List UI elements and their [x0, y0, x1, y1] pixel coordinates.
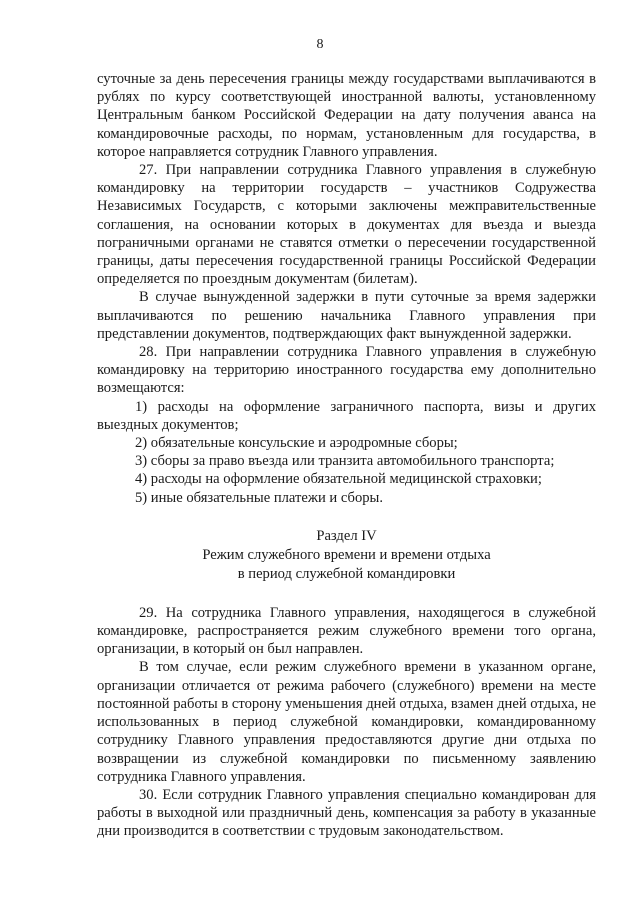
paragraph-27: 27. При направлении сотрудника Главного управления в служебную командировку на территории государств – участников Содружества Независимых Государств, с которыми заключены межправительственные соглашения, на основании которых в документах для въезда и выезда пограничными органами не ставятся отметки о пересечении государственной границы, даты пересечения государственной границы Российской Федерации определяется по проездным документам (билетам).	[97, 162, 596, 288]
paragraph-rest-days: В том случае, если режим служебного времени в указанном органе, организации отличается от режима рабочего (служебного) времени на месте постоянной работы в сторону уменьшения дней отдыха, взамен дней отдыха, не использованных в период служебной командировки, командированному сотруднику Главного управления предоставляются другие дни отдыха по возвращении из служебной командировки по письменному заявлению сотрудника Главного управления.	[97, 659, 596, 785]
list-item: 3) сборы за право въезда или транзита автомобильного транспорта;	[135, 453, 555, 470]
paragraph-30: 30. Если сотрудник Главного управления специально командирован для работы в выходной или праздничный день, компенсация за работу в указанные дни производится в соответствии с трудовым законодательством.	[97, 786, 596, 840]
section-title-line-1: Режим служебного времени и времени отдыха	[202, 546, 491, 563]
page-number: 8	[316, 37, 324, 52]
paragraph-forced-delay: В случае вынужденной задержки в пути суточные за время задержки выплачиваются по решению начальника Главного управления при представлении документов, подтверждающих факт вынужденной задержки.	[97, 289, 596, 342]
list-item: 2) обязательные консульские и аэродромные сборы;	[135, 435, 458, 452]
section-number: Раздел IV	[316, 527, 377, 544]
section-title-line-2: в период служебной командировки	[237, 565, 456, 582]
document-body	[97, 70, 596, 841]
paragraph-29: 29. На сотрудника Главного управления, находящегося в служебной командировке, распространяется режим служебного времени того органа, организации, в который он был направлен.	[97, 604, 596, 658]
list-item: 4) расходы на оформление обязательной медицинской страховки;	[135, 471, 542, 488]
section-heading	[97, 527, 596, 584]
paragraph-continuation: суточные за день пересечения границы между государствами выплачиваются в рублях по курсу соответствующей иностранной валюты, установленному Центральным банком Российской Федерации на дату получения аванса на командировочные расходы, по нормам, установленным для государства, в которое направляется сотрудник Главного управления.	[97, 71, 596, 160]
list-item: 1) расходы на оформление заграничного паспорта, визы и других выездных документов;	[97, 398, 596, 433]
list-item: 5) иные обязательные платежи и сборы.	[135, 489, 384, 506]
reimbursement-list	[97, 398, 596, 507]
paragraph-28: 28. При направлении сотрудника Главного управления в служебную командировку на территорию иностранного государства ему дополнительно возмещаются:	[97, 344, 596, 397]
